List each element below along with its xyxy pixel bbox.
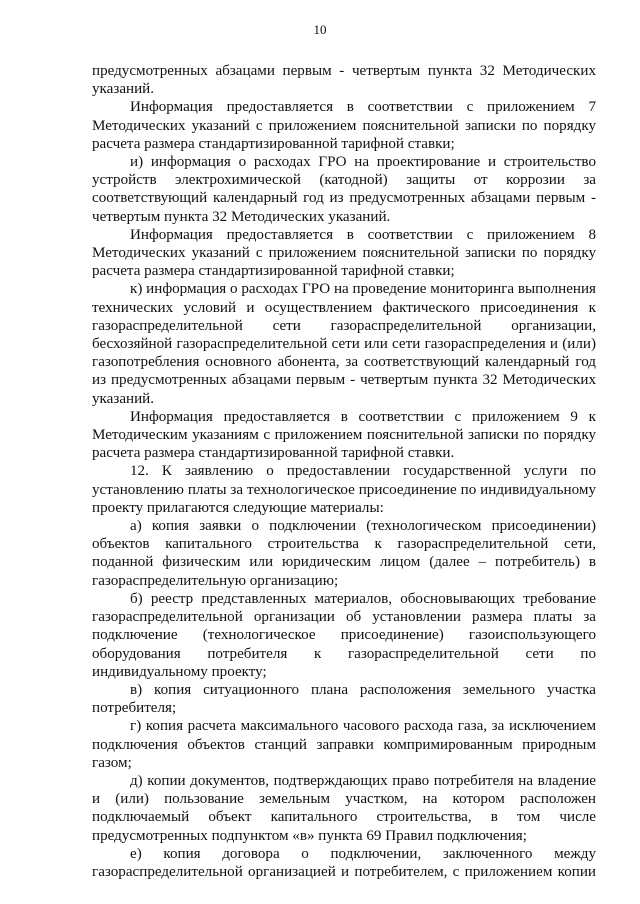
paragraph-item-d: д) копии документов, подтверждающих право потребителя на владение и (или) пользование земельным участком, на котором расположен подключаемый объект капитального строительства, в том числе предусмотренных подпунктом «в» пункта 69 Правил подключения; bbox=[92, 772, 596, 844]
page-number: 10 bbox=[313, 22, 327, 37]
paragraph-item-v: в) копия ситуационного плана расположения земельного участка потребителя; bbox=[92, 681, 596, 717]
paragraph-item-a: а) копия заявки о подключении (технологическом присоединении) объектов капитального строительства к газораспределительной сети, поданной физическим или юридическим лицом (далее – потребитель) в газораспределительную организацию; bbox=[92, 518, 596, 589]
paragraph-item-i: и) информация о расходах ГРО на проектирование и строительство устройств электрохимической (катодной) защиты от коррозии за соответствующий календарный год из предусмотренных абзацами первым - четвертым пункта 32 Методических указаний. bbox=[92, 154, 596, 225]
paragraph-item-e: е) копия договора о подключении, заключенного между газораспределительной организацией и потребителем, с приложением копии bbox=[92, 845, 596, 880]
paragraph-info-appendix-9: Информация предоставляется в соответствии с приложением 9 к Методическим указаниям с приложением пояснительной записки по порядку расчета размера стандартизированной тарифной ставки. bbox=[92, 408, 596, 462]
paragraph-continuation: предусмотренных абзацами первым - четвертым пункта 32 Методических указаний. bbox=[92, 63, 596, 98]
paragraph-section-12: 12. К заявлению о предоставлении государственной услуги по установлению платы за технологическое присоединение по индивидуальному проекту прилагаются следующие материалы: bbox=[92, 463, 596, 516]
document-body bbox=[92, 62, 596, 881]
paragraph-item-k: к) информация о расходах ГРО на проведение мониторинга выполнения технических условий и осуществлением фактического присоединения к газораспределительной сети газораспределительной организации, бесхозяйной газораспределительной сети или сети газораспределения и (или) газопотребления основного абонента, за соответствующий календарный год из предусмотренных абзацами первым - четвертым пункта 32 Методических указаний. bbox=[92, 281, 596, 407]
paragraph-item-g: г) копия расчета максимального часового расхода газа, за исключением подключения объектов станций заправки компримированным природным газом; bbox=[92, 718, 596, 771]
paragraph-info-appendix-8: Информация предоставляется в соответствии с приложением 8 Методических указаний с приложением пояснительной записки по порядку расчета размера стандартизированной тарифной ставки; bbox=[92, 226, 596, 280]
paragraph-info-appendix-7: Информация предоставляется в соответствии с приложением 7 Методических указаний с приложением пояснительной записки по порядку расчета размера стандартизированной тарифной ставки; bbox=[92, 99, 596, 152]
paragraph-item-b: б) реестр представленных материалов, обосновывающих требование газораспределительной организации об установлении размера платы за подключение (технологическое присоединение) газоиспользующего оборудования потребителя к газораспределительной сети по индивидуальному проекту; bbox=[92, 590, 596, 680]
